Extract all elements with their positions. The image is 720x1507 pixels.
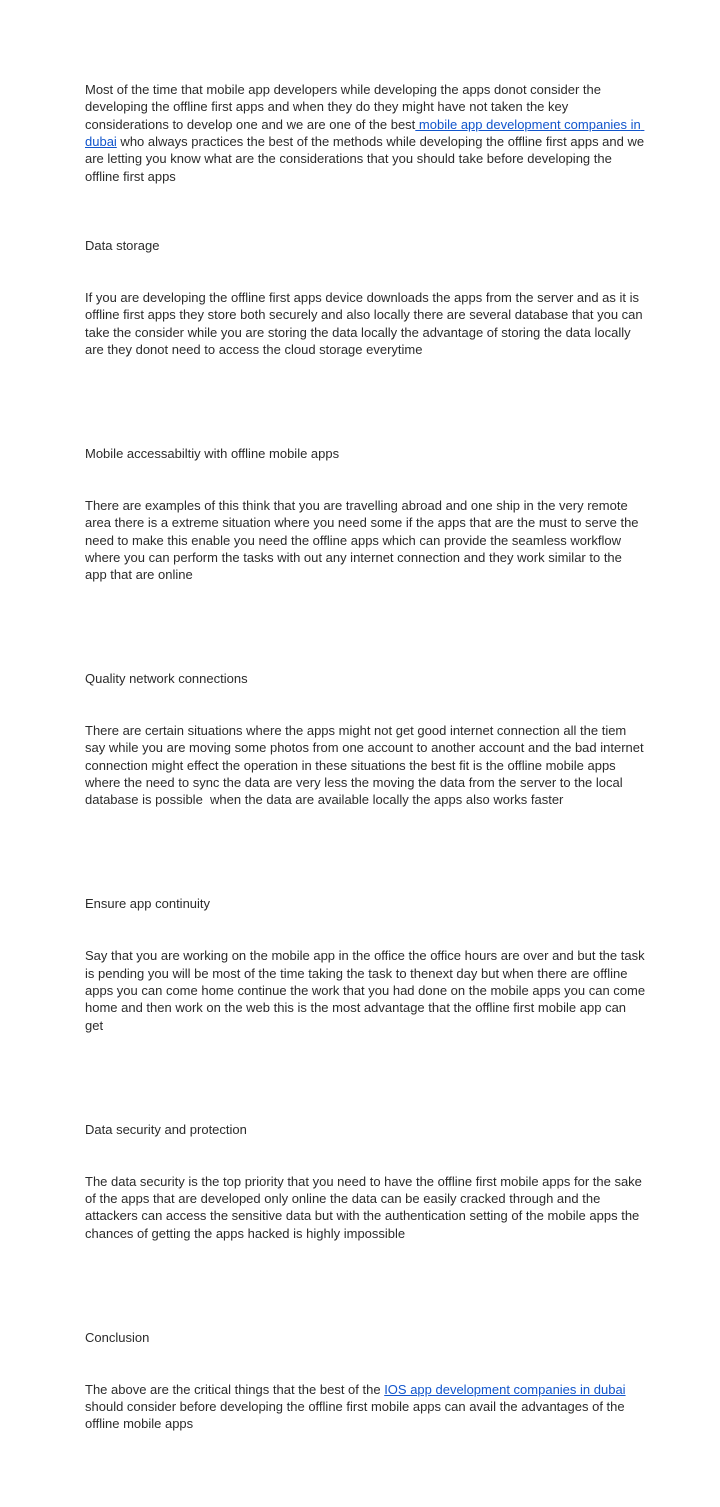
section-body: There are certain situations where the apps might not get good internet connection all the tiem say while you are moving some photos from one account to another account and the bad internet connection might effect the operation in these situations the best fit is the offline mobile apps where the need to sync the data are very less the moving the data from the server to the local database is possible when the data are available locally the apps also works faster <box>85 723 648 808</box>
section-mobile-accessibility <box>85 410 646 618</box>
intro-paragraph <box>85 81 646 185</box>
conclusion-text-before-link: The above are the critical things that the best of the <box>85 1381 385 1397</box>
section-heading: Conclusion <box>85 1329 150 1345</box>
section-body <box>85 1381 646 1433</box>
section-heading: Data security and protection <box>85 1121 247 1137</box>
section-body: Say that you are working on the mobile app in the office the office hours are over and but the task is pending you will be most of the time taking the task to thenext day but when there are offline apps you can come home continue the work that you had done on the mobile apps you can come home and then work on the web this is the most advantage that the offline first mobile app can get <box>85 948 649 1033</box>
section-heading: Data storage <box>85 237 160 253</box>
section-body: The data security is the top priority that you need to have the offline first mobile apps for the sake of the apps that are developed only online the data can be easily cracked through and the attackers can access the sensitive data but with the authentication setting of the mobile apps the chances of getting the apps hacked is highly impossible <box>85 1173 646 1241</box>
section-heading: Mobile accessabiltiy with offline mobile apps <box>85 445 340 461</box>
section-body: If you are developing the offline first apps device downloads the apps from the server and as it is offline first apps they store both securely and also locally there are several database that you can take the consider while you are storing the data locally the advantage of storing the data locally are they donot need to access the cloud storage everytime <box>85 289 647 357</box>
link-mobile-app-development-companies-in-dubai[interactable]: mobile app development companies in dubai <box>85 116 645 149</box>
section-heading: Ensure app continuity <box>85 896 211 912</box>
conclusion-text-after-link: should consider before developing the offline first mobile apps can avail the advantages of the offline mobile apps <box>85 1381 630 1432</box>
section-conclusion <box>85 1294 646 1467</box>
intro-text-after-link: who always practices the best of the methods while developing the offline first apps and we are letting you know what are the considerations that you should take before developing the offline first apps <box>85 133 648 184</box>
intro-text-before-link: Most of the time that mobile app developers while developing the apps donot consider the developing the offline first apps and when they do they might have not taken the key considerations to develop one and we are one of the best <box>85 82 605 132</box>
section-quality-network-connections <box>85 636 646 844</box>
section-heading: Quality network connections <box>85 671 248 687</box>
section-data-storage <box>85 202 646 393</box>
section-data-security-and-protection <box>85 1086 646 1277</box>
section-ensure-app-continuity <box>85 861 649 1069</box>
link-ios-app-development-companies-in-dubai[interactable]: IOS app development companies in dubai <box>384 1381 626 1397</box>
section-body: There are examples of this think that you are travelling abroad and one ship in the very remote area there is a extreme situation where you need some if the apps that are the must to serve the need to make this enable you need the offline apps which can provide the seamless workflow where you can perform the tasks with out any internet connection and they work similar to the app that are online <box>85 497 643 583</box>
